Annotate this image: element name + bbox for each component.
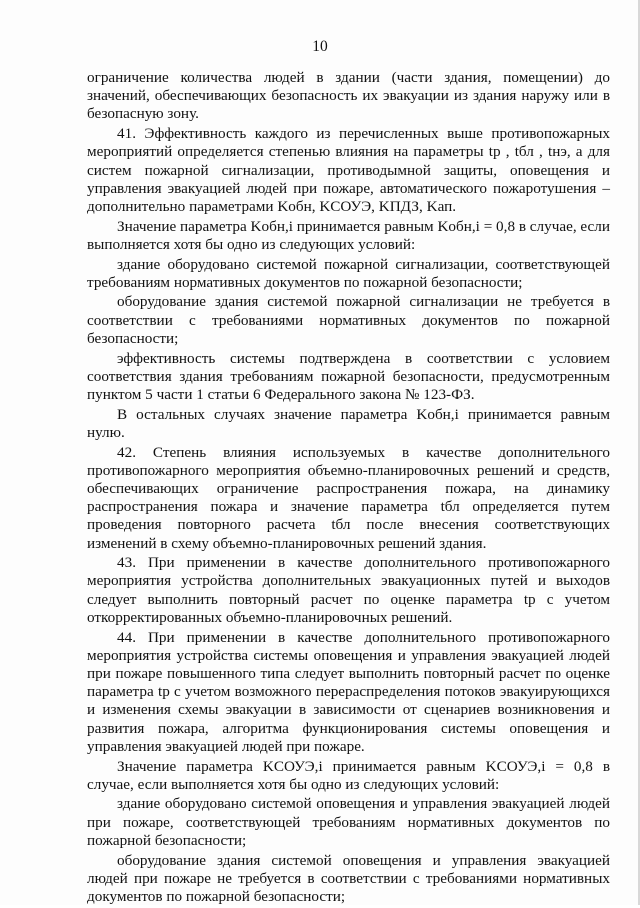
paragraph: оборудование здания системой пожарной сигнализации не требуется в соответствии с требованиями нормативных документов по пожарной безопасности;	[87, 293, 610, 347]
paragraph: Значение параметра Kобн,i принимается равным Kобн,i = 0,8 в случае, если выполняется хотя бы одно из следующих условий:	[87, 217, 611, 253]
paragraph: эффективность системы подтверждена в соответствии с условием соответствия здания требованиям пожарной безопасности, предусмотренным пунктом 5 части 1 статьи 6 Федерального закона № 123-ФЗ.	[87, 349, 610, 403]
document-body	[87, 69, 610, 908]
paragraph: здание оборудовано системой пожарной сигнализации, соответствующей требованиям нормативных документов по пожарной безопасности;	[87, 255, 610, 291]
paragraph: 41. Эффективность каждого из перечисленных выше противопожарных мероприятий определяется степенью влияния на параметры tр , tбл , tнэ, а для систем пожарной сигнализации, противодымной защиты, оповещения и управления эвакуацией людей при пожаре, автоматического пожаротушения – дополнительно параметрами Kобн, KСОУЭ, KПДЗ, Kап.	[87, 125, 610, 215]
paragraph: здание оборудовано системой оповещения и управления эвакуацией людей при пожаре, соответствующей требованиям нормативных документов по пожарной безопасности;	[87, 795, 610, 849]
page-number: 10	[312, 38, 328, 55]
paragraph: Значение параметра KСОУЭ,i принимается равным KСОУЭ,i = 0,8 в случае, если выполняется хотя бы одно из следующих условий:	[87, 757, 610, 793]
paragraph: 42. Степень влияния используемых в качестве дополнительного противопожарного мероприятия объемно-планировочных решений и средств, обеспечивающих ограничение распространения пожара, на динамику распространения пожара и значение параметра tбл определяется путем проведения повторного расчета tбл после внесения соответствующих изменений в схему объемно-планировочных решений здания.	[87, 443, 610, 552]
paragraph: В остальных случаях значение параметра Kобн,i принимается равным нулю.	[87, 405, 610, 441]
paragraph: ограничение количества людей в здании (части здания, помещении) до значений, обеспечивающих безопасность их эвакуации из здания наружу или в безопасную зону.	[87, 69, 610, 123]
paragraph: оборудование здания системой оповещения и управления эвакуацией людей при пожаре не требуется в соответствии с требованиями нормативных документов по пожарной безопасности;	[87, 851, 610, 905]
paragraph: 43. При применении в качестве дополнительного противопожарного мероприятия устройства дополнительных эвакуационных путей и выходов следует выполнить повторный расчет по оценке параметра tр с учетом откорректированных объемно-планировочных решений.	[87, 554, 610, 626]
paragraph: 44. При применении в качестве дополнительного противопожарного мероприятия устройства системы оповещения и управления эвакуацией людей при пожаре повышенного типа следует выполнить повторный расчет по оценке параметра tр с учетом возможного перераспределения потоков эвакуирующихся и изменения схемы эвакуации в зависимости от сценариев возникновения и развития пожара, алгоритма функционирования системы оповещения и управления эвакуацией людей при пожаре.	[87, 628, 610, 755]
